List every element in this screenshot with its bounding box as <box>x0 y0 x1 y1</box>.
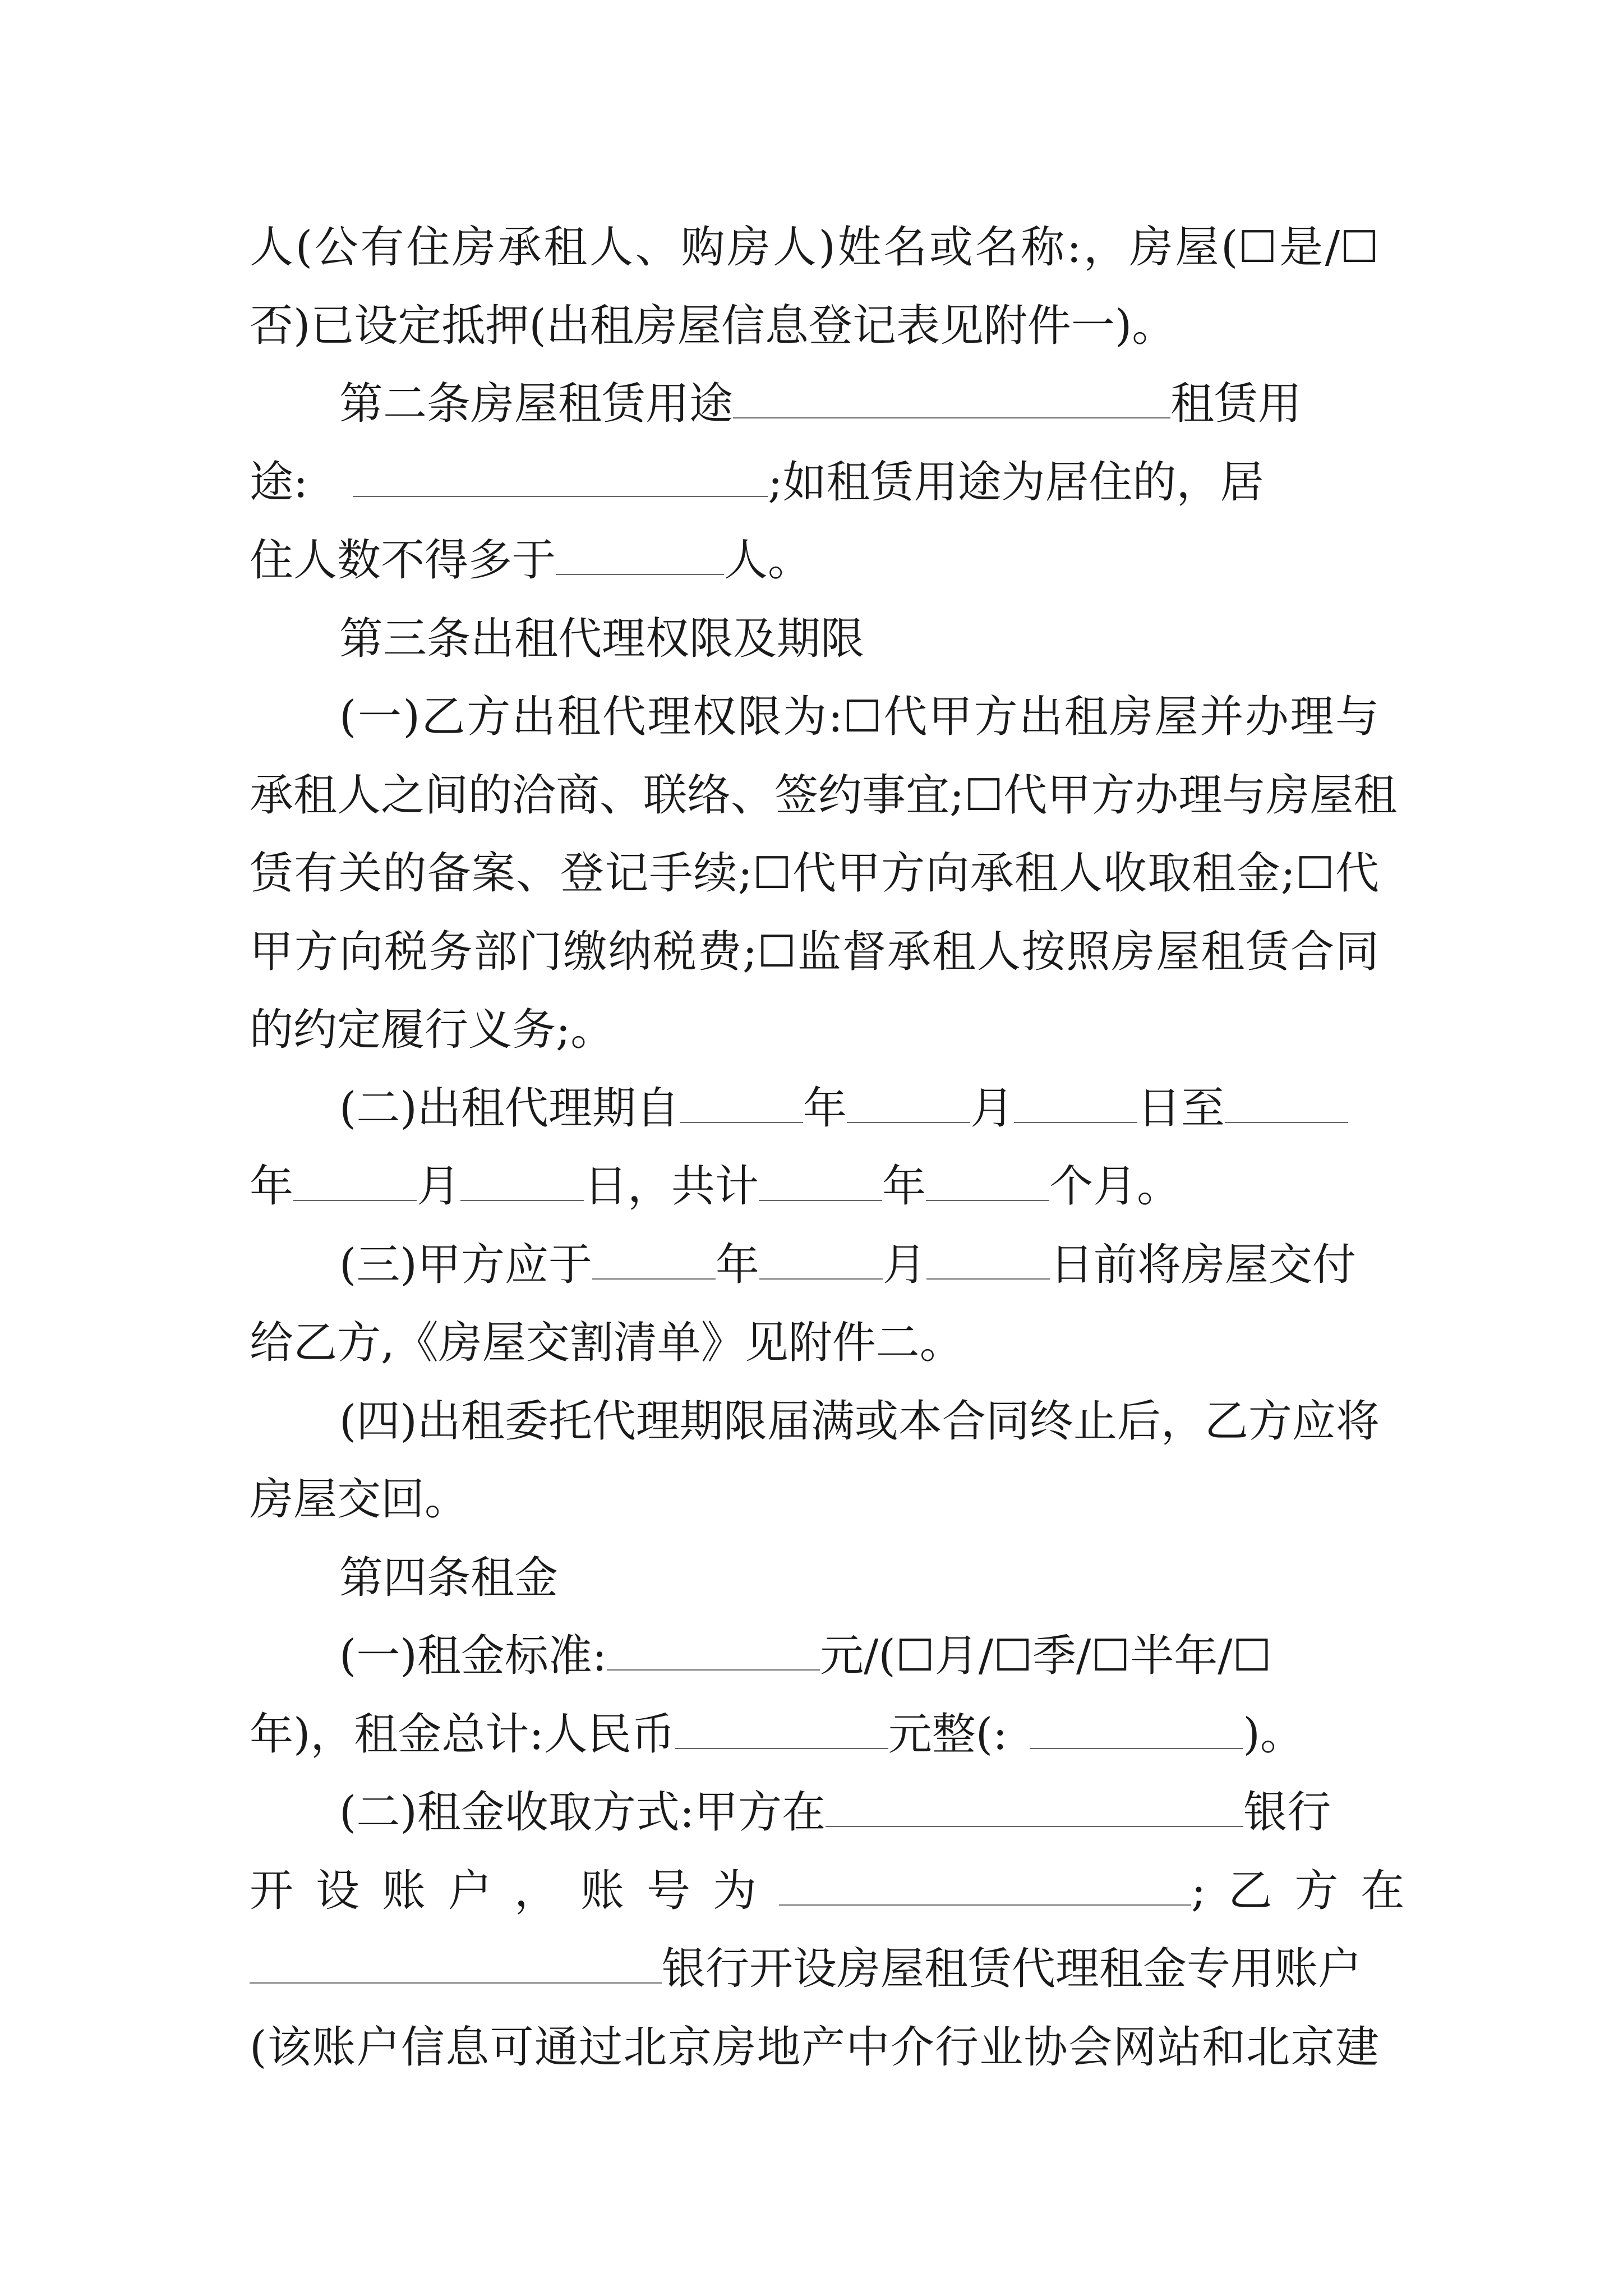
text-segment: 日，共计 <box>584 1161 759 1212</box>
text-line <box>250 1774 1379 1852</box>
text-line <box>250 678 1379 757</box>
text-segment: 元/(☐月/☐季/☐半年/☐ <box>820 1631 1272 1681</box>
blank-field[interactable] <box>779 1865 1191 1905</box>
text-line <box>250 1617 1379 1696</box>
text-segment: 日前将房屋交付 <box>1049 1239 1356 1290</box>
blank-field[interactable] <box>759 1161 882 1201</box>
text-line <box>250 209 1379 287</box>
text-segment: )。 <box>1243 1709 1304 1760</box>
clause-heading-2 <box>250 365 1379 444</box>
text-line <box>250 1148 1379 1226</box>
text-line <box>250 1461 1379 1539</box>
text-segment: 人。 <box>724 535 812 586</box>
text-segment: 年 <box>803 1083 847 1134</box>
text-segment: 年)，租金总计:人民币 <box>250 1709 675 1760</box>
blank-field[interactable] <box>926 1239 1050 1279</box>
text-line <box>250 1852 1427 1931</box>
contract-body <box>250 209 1427 2087</box>
text-segment: (该账户信息可通过北京房地产中介行业协会网站和北京建 <box>250 2022 1379 2073</box>
text-segment: 银行开设房屋租赁代理租金专用账户 <box>662 1944 1362 1994</box>
text-line <box>250 1070 1379 1148</box>
blank-field[interactable] <box>826 1787 1243 1827</box>
text-line <box>250 2009 1379 2087</box>
text-segment: 元整(: <box>888 1709 1008 1760</box>
text-line <box>250 287 1379 366</box>
text-segment: 第四条租金 <box>339 1552 559 1603</box>
blank-field[interactable] <box>293 1161 417 1201</box>
blank-field[interactable] <box>733 378 1170 418</box>
blank-field[interactable] <box>607 1630 820 1671</box>
text-segment: 月 <box>970 1083 1014 1134</box>
text-line <box>250 757 1398 835</box>
text-line <box>250 1696 1379 1774</box>
blank-field[interactable] <box>759 1239 883 1279</box>
text-segment: 月 <box>882 1239 926 1290</box>
text-segment: (二)租金收取方式:甲方在 <box>339 1787 826 1838</box>
text-segment: 个月。 <box>1049 1161 1181 1212</box>
text-line <box>250 835 1379 913</box>
clause-heading-3 <box>250 600 1379 679</box>
text-line <box>250 1930 1379 2009</box>
text-line <box>250 444 1379 522</box>
blank-field[interactable] <box>460 1161 584 1201</box>
text-segment: 开设账户，账号为 <box>250 1865 780 1916</box>
blank-field[interactable] <box>847 1082 970 1122</box>
text-segment: (一)乙方出租代理权限为:☐代甲方出租房屋并办理与 <box>339 692 1379 742</box>
text-segment: 房屋交回。 <box>250 1474 469 1525</box>
text-segment: 年 <box>715 1239 759 1290</box>
text-line <box>250 522 1379 600</box>
blank-field[interactable] <box>1030 1708 1243 1749</box>
text-segment: 住人数不得多于 <box>250 535 556 586</box>
text-segment: 人(公有住房承租人、购房人)姓名或名称:，房屋(☐是/☐ <box>250 222 1379 273</box>
text-segment: 租赁用 <box>1170 379 1302 429</box>
text-segment: (四)出租委托代理期限届满或本合同终止后，乙方应将 <box>339 1396 1380 1447</box>
text-segment: 赁有关的备案、登记手续;☐代甲方向承租人收取租金;☐代 <box>250 848 1379 899</box>
text-segment: 第二条房屋租赁用途 <box>339 379 734 429</box>
text-line <box>250 1383 1379 1461</box>
text-segment: 给乙方,《房屋交割清单》见附件二。 <box>250 1318 963 1368</box>
text-segment: 的约定履行义务;。 <box>250 1005 615 1055</box>
text-line <box>250 913 1379 992</box>
blank-field[interactable] <box>1014 1082 1137 1122</box>
text-segment: ;乙方在 <box>1191 1865 1427 1916</box>
text-segment: 甲方向税务部门缴纳税费;☐监督承租人按照房屋租赁合同 <box>250 926 1379 977</box>
blank-field[interactable] <box>926 1161 1049 1201</box>
text-line <box>250 991 1379 1070</box>
text-segment: (一)租金标准: <box>339 1631 607 1681</box>
blank-field[interactable] <box>556 535 724 575</box>
blank-field[interactable] <box>250 1943 662 1984</box>
blank-field[interactable] <box>592 1239 716 1279</box>
text-segment: 途: <box>250 457 308 508</box>
text-segment: (三)甲方应于 <box>339 1239 592 1290</box>
text-segment: ;如租赁用途为居住的，居 <box>768 457 1264 508</box>
text-segment: 否)已设定抵押(出租房屋信息登记表见附件一)。 <box>250 300 1176 351</box>
text-line <box>250 1226 1379 1305</box>
blank-field[interactable] <box>353 456 768 496</box>
text-segment: 第三条出租代理权限及期限 <box>339 613 865 664</box>
text-line <box>250 1304 1379 1383</box>
text-segment: 年 <box>882 1161 926 1212</box>
blank-field[interactable] <box>680 1082 803 1122</box>
blank-field[interactable] <box>675 1708 888 1749</box>
blank-field[interactable] <box>1225 1082 1348 1122</box>
text-segment: 承租人之间的洽商、联络、签约事宜;☐代甲方办理与房屋租 <box>250 770 1398 821</box>
text-segment: 年 <box>250 1161 294 1212</box>
text-segment: (二)出租代理期自 <box>339 1083 680 1134</box>
text-segment: 月 <box>417 1161 461 1212</box>
text-segment: 银行 <box>1243 1787 1331 1838</box>
clause-heading-4 <box>250 1539 1379 1618</box>
text-segment: 日至 <box>1137 1083 1225 1134</box>
